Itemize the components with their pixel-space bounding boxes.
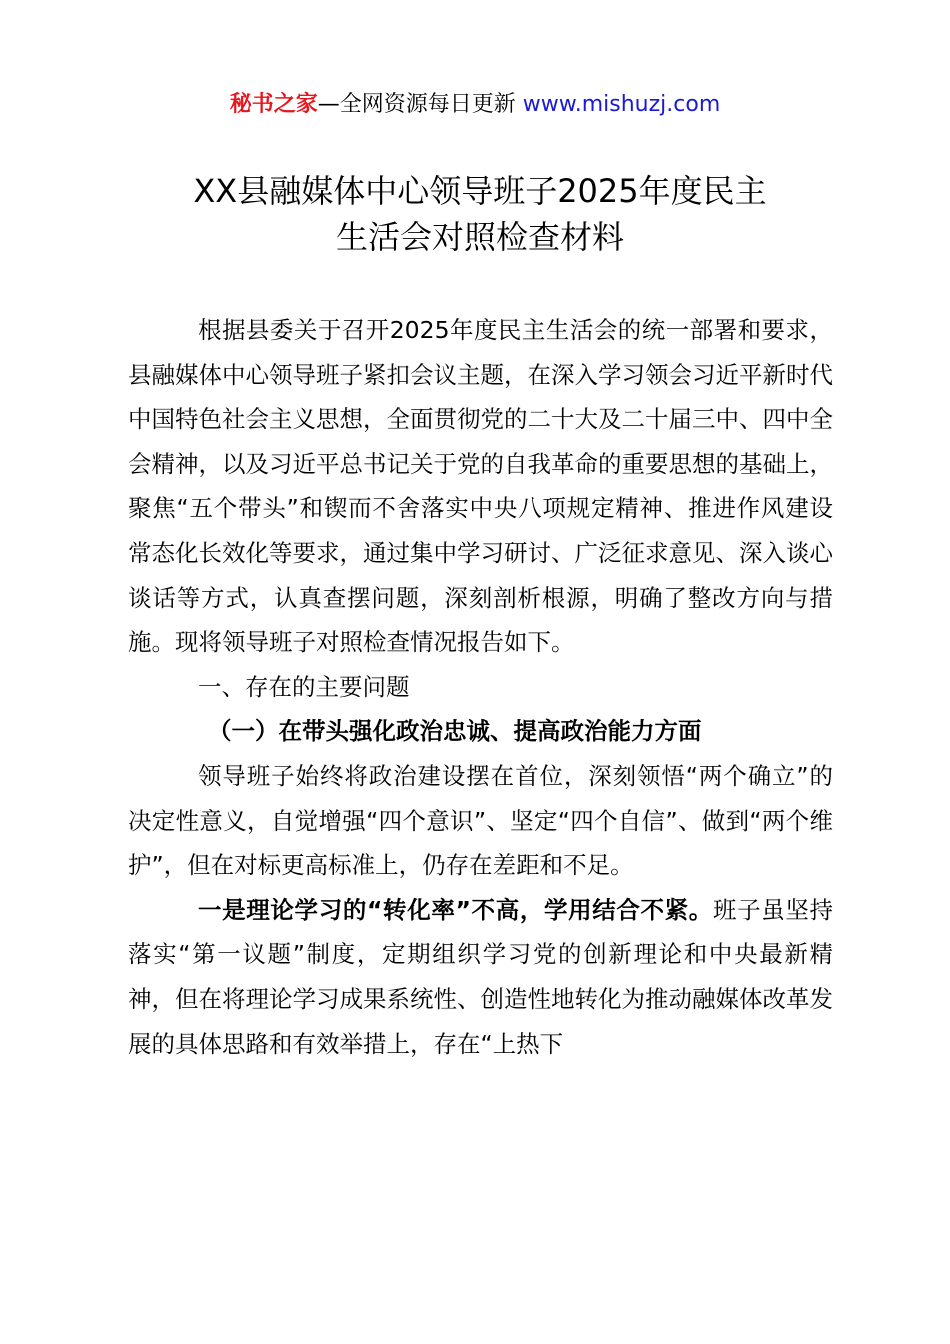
- point-text: 班子虽坚持落实“第一议题”制度，定期组织学习党的创新理论和中央最新精神，但在将理论学习成果系统性、创造性地转化为推动融媒体改革发展的具体思路和有效举措上，存在“上热下: [128, 895, 834, 1058]
- subsection-paragraph: 领导班子始终将政治建设摆在首位，深刻领悟“两个确立”的决定性意义，自觉增强“四个意识”、坚定“四个自信”、做到“两个维护”，但在对标更高标准上，仍存在差距和不足。: [128, 761, 833, 880]
- title-line-1: XX县融媒体中心领导班子2025年度民主: [193, 172, 767, 210]
- watermark-header: [0, 88, 950, 122]
- point-lead: 一是理论学习的“转化率”不高，学用结合不紧。: [198, 895, 713, 924]
- intro-paragraph: 根据县委关于召开2025年度民主生活会的统一部署和要求，县融媒体中心领导班子紧扣会议主题，在深入学习领会习近平新时代中国特色社会主义思想，全面贯彻党的二十大及二十届三中、四中全会精神，以及习近平总书记关于党的自我革命的重要思想的基础上，聚焦“五个带头”和锲而不舍落实中央八项规定精神、推进作风建设常态化长效化等要求，通过集中学习研讨、广泛征求意见、深入谈心谈话等方式，认真查摆问题，深刻剖析根源，明确了整改方向与措施。现将领导班子对照检查情况报告如下。: [128, 316, 833, 657]
- subsection-heading: （一）在带头强化政治忠诚、提高政治能力方面: [208, 717, 702, 746]
- document-title: [120, 168, 840, 260]
- slogan: —全网资源每日更新: [317, 92, 523, 117]
- point-paragraph: [128, 888, 833, 1066]
- brand-name: 秘书之家: [229, 92, 318, 117]
- site-link[interactable]: www.mishuzj.com: [522, 92, 721, 117]
- section-heading: 一、存在的主要问题: [198, 672, 410, 701]
- title-line-2: 生活会对照检查材料: [335, 218, 624, 256]
- document-body: [128, 308, 833, 1066]
